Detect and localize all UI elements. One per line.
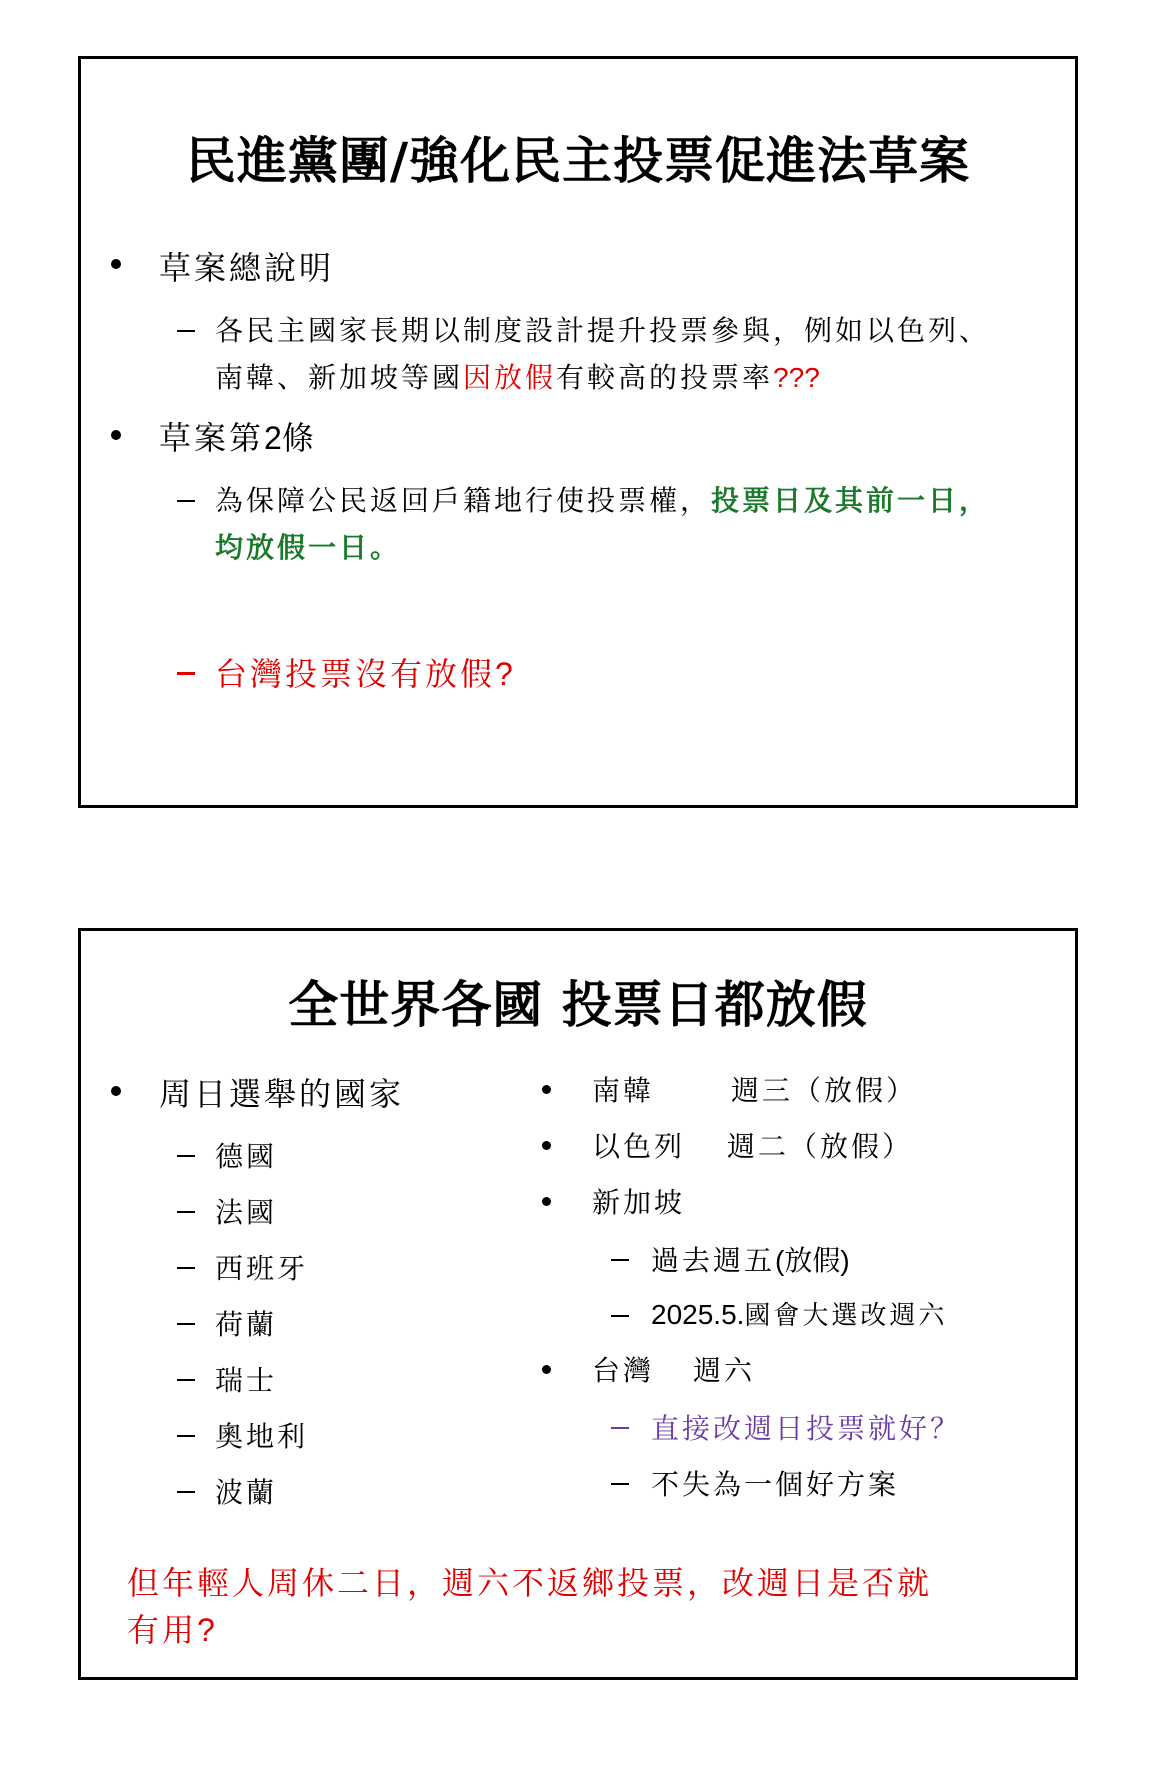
text: 為保障公民返回戶籍地行使投票權，: [215, 484, 712, 517]
dash: [177, 1379, 195, 1381]
israel-country: 以色列: [592, 1130, 686, 1163]
text: 南韓、新加坡等國: [215, 361, 464, 394]
bullet-summary: 草案總說明: [159, 249, 335, 287]
korea-day: 週三（放假）: [731, 1074, 918, 1107]
singapore: 新加坡: [592, 1186, 686, 1219]
slide-1: [78, 56, 1078, 808]
left-item: 奧地利: [215, 1420, 309, 1453]
dash: [611, 1427, 629, 1429]
bullet-dot: [542, 1197, 551, 1206]
slide-2-title: 全世界各國 投票日都放假: [288, 975, 868, 1034]
footer-line2: [127, 1605, 215, 1651]
bullet-dot: [111, 259, 121, 269]
dash: [611, 1259, 629, 1261]
question-marks: ???: [773, 362, 820, 393]
highlight-green: 投票日及其前一日，: [711, 484, 991, 517]
dash: [177, 1491, 195, 1493]
sub-summary-line1: 各民主國家長期以制度設計提升投票參與，例如以色列、: [215, 314, 991, 347]
footer-line1: 但年輕人周休二日，週六不返鄉投票，改週日是否就: [127, 1564, 933, 1602]
taiwan-day: 週六: [693, 1354, 756, 1387]
slide-2: [78, 928, 1078, 1680]
text: 國會大選改週六: [744, 1301, 948, 1331]
dash: [177, 672, 195, 675]
dash: [177, 1211, 195, 1213]
bullet-dot: [542, 1085, 551, 1094]
left-heading: 周日選舉的國家: [159, 1075, 405, 1113]
text: 2: [264, 420, 282, 456]
bullet-dot: [111, 430, 121, 440]
sub-article2-line1: [215, 479, 990, 519]
slide-1-title: 民進黨團/強化民主投票促進法草案: [185, 131, 971, 190]
left-item: 德國: [215, 1140, 278, 1173]
sg-2025: [651, 1295, 947, 1332]
text: 有用: [127, 1611, 198, 1649]
text: ?: [197, 1612, 215, 1648]
sg-past: [651, 1239, 850, 1279]
sub-article2-line2: 均放假一日。: [215, 531, 402, 564]
dash: [177, 1155, 195, 1157]
text: 有較高的投票率: [556, 361, 774, 394]
korea-country: 南韓: [592, 1074, 655, 1107]
taiwan-country: 台灣: [592, 1354, 655, 1387]
bullet-dot: [542, 1365, 551, 1374]
bullet-article2: [159, 413, 317, 459]
text: (放假): [775, 1245, 850, 1276]
dash: [177, 1267, 195, 1269]
text: 2025.5.: [651, 1299, 745, 1330]
left-item: 法國: [215, 1196, 278, 1229]
text: 台灣投票沒有放假: [215, 655, 496, 693]
text: 過去週五: [651, 1244, 776, 1277]
left-item: 瑞士: [215, 1364, 278, 1397]
dash: [177, 1435, 195, 1437]
dash: [177, 330, 195, 332]
dash: [177, 1323, 195, 1325]
highlight-holiday: 因放假: [463, 361, 557, 394]
bullet-dot: [111, 1086, 121, 1096]
israel-day: 週二（放假）: [727, 1130, 914, 1163]
dash: [611, 1315, 629, 1317]
text: 條: [281, 419, 317, 457]
text: 草案第: [159, 419, 265, 457]
sub-taiwan-question: [215, 649, 513, 695]
text: ?: [495, 656, 513, 692]
left-item: 波蘭: [215, 1476, 278, 1509]
bullet-dot: [542, 1141, 551, 1150]
left-item: 西班牙: [215, 1252, 309, 1285]
tw-sub-sunday: 直接改週日投票就好？: [651, 1412, 962, 1445]
tw-sub-good-plan: 不失為一個好方案: [651, 1468, 900, 1501]
left-item: 荷蘭: [215, 1308, 278, 1341]
sub-summary-line2: [215, 356, 820, 396]
dash: [611, 1483, 629, 1485]
dash: [177, 500, 195, 502]
